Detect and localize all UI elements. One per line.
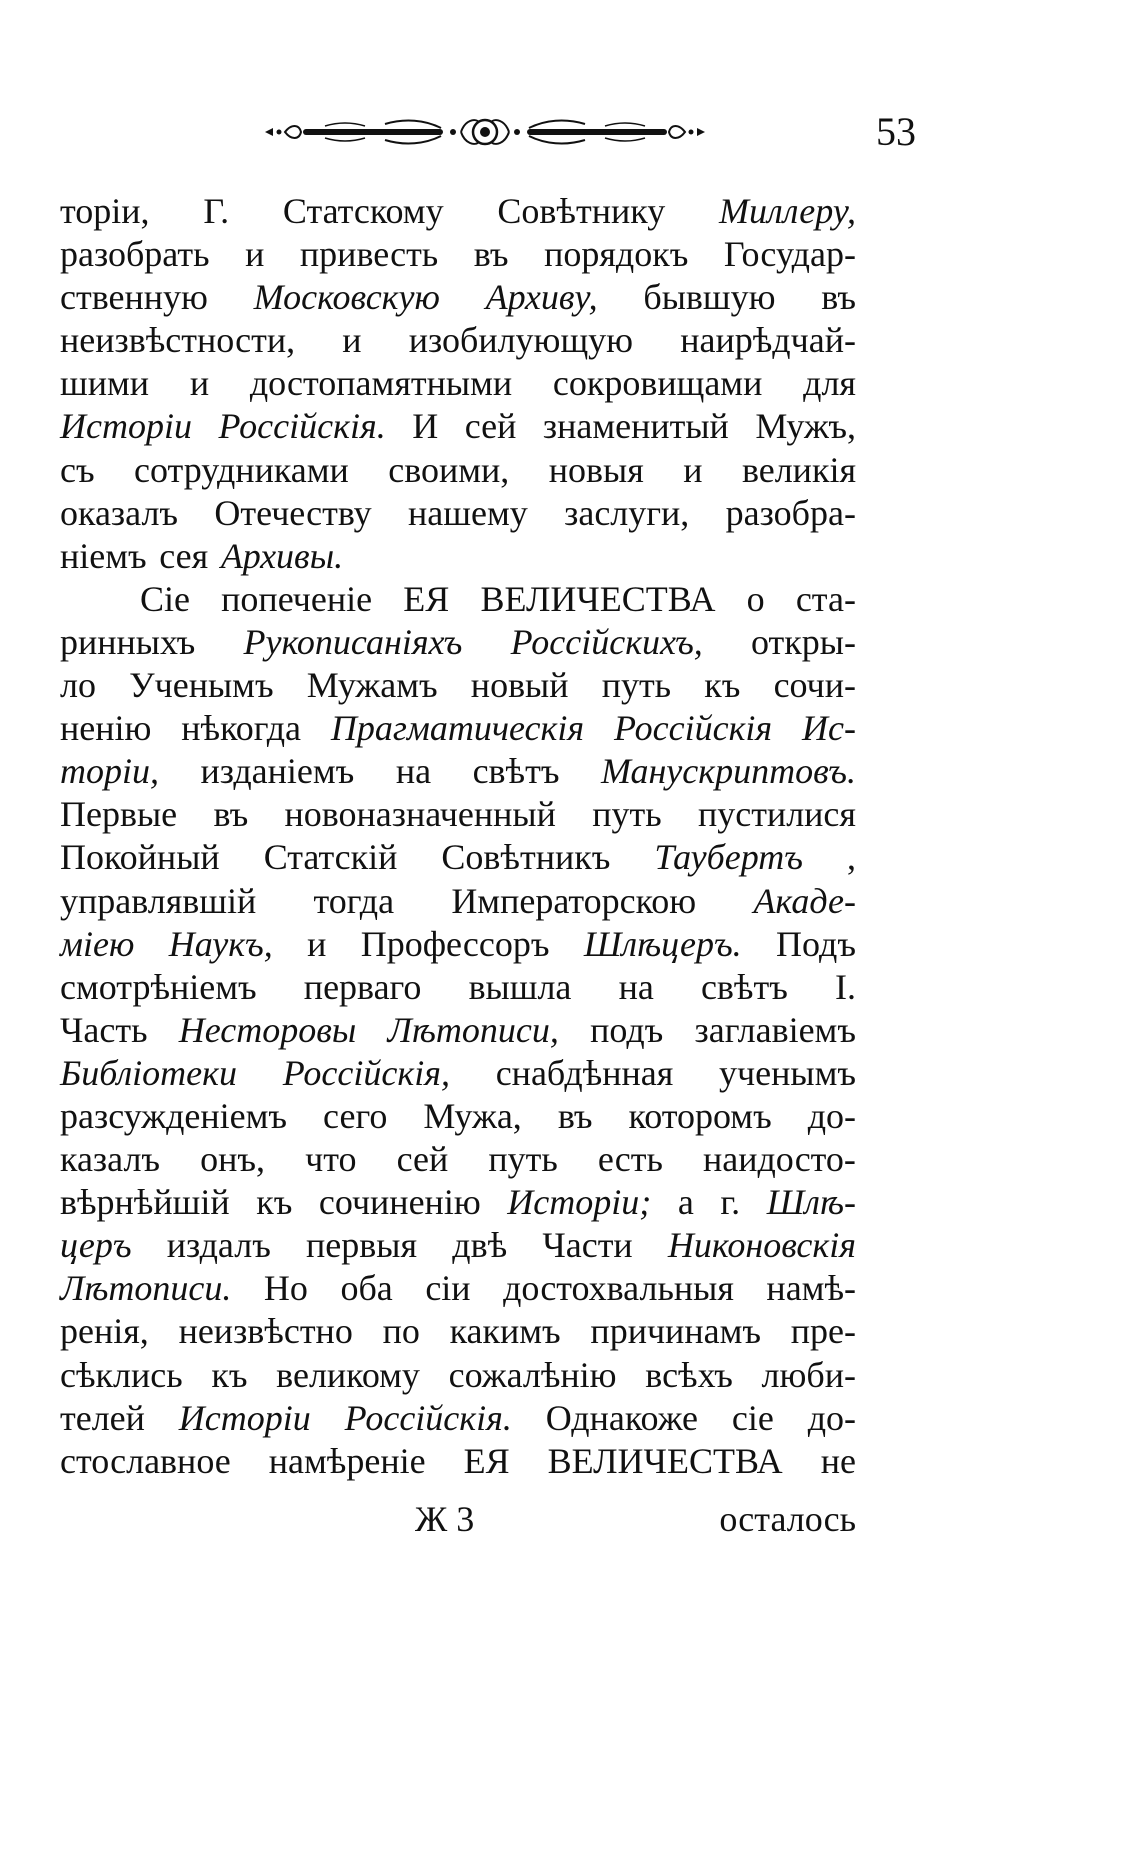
word: вышла — [468, 966, 572, 1007]
word: Государ- — [723, 234, 856, 275]
word: порядокъ — [544, 234, 689, 275]
word: по — [382, 1311, 420, 1352]
word: свѣтъ — [700, 966, 788, 1007]
text-line — [60, 750, 856, 793]
page-footer — [60, 1497, 856, 1541]
word: торіи, — [60, 191, 150, 231]
word: ніемъ — [60, 535, 147, 576]
word: которомъ — [628, 1095, 772, 1136]
word: намѣ- — [766, 1268, 856, 1309]
word: достохвальныя — [503, 1268, 734, 1309]
word: своими, — [388, 449, 510, 490]
word: въ — [821, 277, 856, 318]
word: попеченіе — [221, 578, 373, 619]
word: великія — [741, 449, 856, 490]
word: путь — [488, 1139, 558, 1180]
text-line — [60, 923, 856, 966]
word: и — [342, 320, 362, 361]
word: въ — [473, 234, 509, 275]
word: Исторіи — [178, 1397, 311, 1438]
word: ринныхъ — [60, 621, 196, 662]
word: тогда — [313, 880, 395, 921]
word: первыя — [306, 1225, 418, 1266]
word: I. — [834, 966, 856, 1007]
word: откры- — [751, 621, 856, 662]
word: пре- — [790, 1311, 856, 1352]
word: сочиненію — [318, 1182, 481, 1223]
word: свѣтъ — [472, 751, 560, 792]
catchword: осталось — [719, 1499, 856, 1539]
word: Россійскія, — [282, 1052, 450, 1093]
word: новыя — [548, 449, 644, 490]
word: И — [412, 406, 439, 447]
word: міею — [60, 923, 135, 964]
word: Ис- — [801, 708, 856, 749]
word: Архиву, — [485, 277, 598, 318]
text-line — [60, 966, 856, 1009]
word: изданіемъ — [200, 751, 355, 792]
text-line — [60, 1267, 856, 1310]
page-number: 53 — [876, 109, 916, 154]
word: Подъ — [776, 923, 856, 964]
word: нашему — [408, 492, 528, 533]
text-line — [60, 190, 856, 233]
word: сіи — [425, 1268, 471, 1309]
word: Россійскія. — [344, 1397, 512, 1438]
word: нѣкогда — [181, 708, 301, 749]
word: Библіотеки — [60, 1052, 237, 1093]
word: стославное — [60, 1440, 231, 1481]
word: Несторовы — [178, 1009, 357, 1050]
word: сіе — [731, 1397, 774, 1438]
word: оказалъ — [60, 492, 179, 533]
text-line — [60, 664, 856, 707]
word: онъ, — [200, 1139, 266, 1180]
word: ло — [60, 665, 96, 706]
word: въ — [213, 794, 249, 835]
word: на — [395, 751, 432, 792]
word: ЕЯ — [463, 1440, 510, 1481]
word: сожалѣнію — [448, 1354, 617, 1395]
word: къ — [211, 1354, 248, 1395]
word: телей — [60, 1397, 145, 1438]
word: издалъ — [166, 1225, 271, 1266]
word: и — [683, 449, 703, 490]
word: Отечеству — [214, 492, 372, 533]
text-line — [60, 621, 856, 664]
word: ственную — [60, 277, 208, 318]
text-line — [60, 1052, 856, 1095]
word: разобра- — [725, 492, 856, 533]
word: Сіе — [140, 578, 190, 619]
word: намѣреніе — [268, 1440, 426, 1481]
word: наирѣдчай- — [680, 320, 856, 361]
word: неизвѣстно — [178, 1311, 353, 1352]
word: заглавіемъ — [694, 1009, 856, 1050]
text-line — [60, 276, 856, 319]
word: путь — [592, 794, 662, 835]
word: бывшую — [643, 277, 776, 318]
word: пустилися — [697, 794, 856, 835]
word: Россійскія. — [218, 406, 386, 447]
word: и — [245, 234, 265, 275]
text-line — [60, 449, 856, 492]
word: перваго — [303, 966, 422, 1007]
word: сотрудниками — [134, 449, 349, 490]
text-line — [60, 233, 856, 276]
word: новоназначенный — [284, 794, 556, 835]
word: ЕЯ — [403, 578, 450, 619]
word: Миллеру, — [719, 191, 856, 231]
word: что — [305, 1139, 357, 1180]
word: ВЕЛИЧЕСТВА — [480, 578, 716, 619]
text-line — [60, 1224, 856, 1267]
word: Профессоръ — [360, 923, 550, 964]
page-header — [60, 109, 916, 154]
word: къ — [704, 665, 741, 706]
word: а — [677, 1182, 694, 1223]
word: Шлѣцеръ. — [583, 923, 742, 964]
word: новый — [470, 665, 569, 706]
word: Г. — [203, 191, 230, 231]
word: знаменитый — [542, 406, 729, 447]
word: Шлѣ- — [766, 1182, 856, 1223]
text-line — [60, 1009, 856, 1052]
word: Манускриптовъ. — [600, 751, 856, 792]
word: Мужа, — [423, 1095, 522, 1136]
word: снабдѣнная — [495, 1052, 674, 1093]
word: Но — [263, 1268, 308, 1309]
word: Статскій — [263, 837, 398, 878]
word: сокровищами — [552, 363, 763, 404]
word: неизвѣстности, — [60, 320, 296, 361]
word: Первые — [60, 794, 178, 835]
body-text — [60, 190, 856, 1483]
word: Рукописаніяхъ — [243, 621, 463, 662]
word: до- — [807, 1095, 856, 1136]
word: ученымъ — [719, 1052, 856, 1093]
word: и — [307, 923, 327, 964]
text-line — [60, 405, 856, 448]
word: подъ — [590, 1009, 664, 1050]
word: причинамъ — [590, 1311, 761, 1352]
word: какимъ — [449, 1311, 561, 1352]
word: торіи, — [60, 751, 159, 792]
word: смотрѣніемъ — [60, 966, 257, 1007]
word: люби- — [761, 1354, 856, 1395]
word: Лѣтописи, — [387, 1009, 559, 1050]
word: есть — [597, 1139, 663, 1180]
word: разсужденіемъ — [60, 1095, 288, 1136]
word: шими — [60, 363, 150, 404]
text-line — [60, 1181, 856, 1224]
word: Россійскія — [613, 708, 773, 749]
word: до- — [807, 1397, 856, 1438]
word: сѣклись — [60, 1354, 183, 1395]
word: Никоновскія — [667, 1225, 856, 1266]
word: Статскому — [282, 191, 444, 231]
text-line — [60, 1354, 856, 1397]
text-line — [60, 836, 856, 879]
word: достопамятными — [249, 363, 513, 404]
word: ста- — [795, 578, 856, 619]
word: Московскую — [253, 277, 440, 318]
word: всѣхъ — [645, 1354, 733, 1395]
text-line — [60, 880, 856, 923]
word: путь — [601, 665, 672, 706]
word: Исторіи — [60, 406, 192, 447]
word: сочи- — [773, 665, 856, 706]
text-line — [60, 535, 856, 578]
text-line — [60, 492, 856, 535]
word: привесть — [299, 234, 439, 275]
word: заслуги, — [564, 492, 690, 533]
word: Однакоже — [545, 1397, 698, 1438]
word: ренія, — [60, 1311, 149, 1352]
word: сея — [159, 535, 209, 576]
text-line — [60, 1397, 856, 1440]
word: двѣ — [452, 1225, 508, 1266]
word: на — [618, 966, 654, 1007]
word: Исторіи; — [507, 1182, 652, 1223]
word: Мужамъ — [306, 665, 438, 706]
word: въ — [557, 1095, 593, 1136]
word: сей — [464, 406, 517, 447]
word: изобилующую — [408, 320, 634, 361]
word: сей — [396, 1139, 449, 1180]
word: Императорскою — [451, 880, 697, 921]
word: Мужъ, — [755, 406, 856, 447]
word: Наукъ, — [168, 923, 273, 964]
word: г. — [720, 1182, 741, 1223]
word: и — [189, 363, 210, 404]
word: для — [803, 363, 856, 404]
word: Ученымъ — [129, 665, 274, 706]
headpiece-ornament — [265, 116, 705, 148]
word: Лѣтописи. — [60, 1268, 232, 1309]
text-line — [60, 1440, 856, 1483]
word: съ — [60, 449, 95, 490]
word: не — [820, 1440, 856, 1481]
word: Таубертъ — [654, 837, 803, 878]
text-line — [60, 362, 856, 405]
word: Архивы. — [220, 535, 344, 576]
text-line — [60, 319, 856, 362]
word: , — [846, 837, 856, 878]
word: о — [746, 578, 765, 619]
word: ненію — [60, 708, 152, 749]
word: Части — [542, 1225, 633, 1266]
word: къ — [256, 1182, 293, 1223]
word: Россійскихъ, — [510, 621, 703, 662]
word: Совѣтнику — [497, 191, 666, 231]
word: Акаде- — [753, 880, 856, 921]
word: ВЕЛИЧЕСТВА — [547, 1440, 783, 1481]
word: наидосто- — [702, 1139, 856, 1180]
text-line — [60, 1310, 856, 1353]
word: Часть — [60, 1009, 148, 1050]
word: оба — [340, 1268, 393, 1309]
word: Прагматическія — [330, 708, 585, 749]
text-line — [60, 1138, 856, 1181]
text-line — [60, 1095, 856, 1138]
word: сего — [323, 1095, 388, 1136]
word: казалъ — [60, 1139, 161, 1180]
word: Покойный — [60, 837, 220, 878]
word: разобрать — [60, 234, 210, 275]
word: управлявшій — [60, 880, 257, 921]
word: церъ — [60, 1225, 132, 1266]
word: великому — [276, 1354, 420, 1395]
word: вѣрнѣйшій — [60, 1182, 230, 1223]
text-line — [60, 707, 856, 750]
word: Совѣтникъ — [441, 837, 611, 878]
text-line — [60, 793, 856, 836]
signature-mark: Ж 3 — [415, 1499, 475, 1539]
text-line — [60, 578, 856, 621]
